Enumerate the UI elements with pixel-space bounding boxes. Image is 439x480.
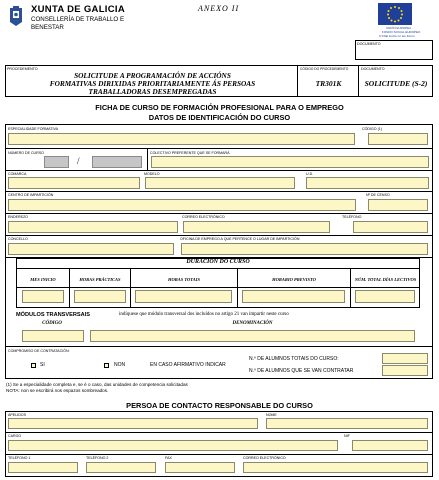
ud-field[interactable] (306, 177, 429, 189)
form-title2: DATOS DE IDENTIFICACIÓN DO CURSO (148, 113, 291, 122)
nif-field[interactable] (352, 440, 428, 451)
phone1-label: TELÉFONO 1 (8, 456, 31, 460)
no-checkbox[interactable] (104, 363, 109, 368)
footnote-1: (1) Se a especialidade completa e, se é o caso, das unidades de competencia solicitadas (6, 382, 188, 387)
yes-checkbox[interactable] (31, 363, 36, 368)
course-number-separator: / (77, 156, 80, 166)
procedure-doc-label: DOCUMENTO (361, 67, 385, 71)
phone-label: TELÉFONO (342, 215, 362, 219)
council-field[interactable] (8, 243, 174, 255)
address-field[interactable] (8, 221, 178, 233)
model-label: MODELO (144, 172, 160, 176)
contact-title: PERSOA DE CONTACTO RESPONSABLE DO CURSO (126, 401, 313, 410)
collective-label: COLECTIVO PREFERENTE QUE SE FORMARÁ (150, 151, 230, 155)
xunta-shield-icon (5, 5, 27, 27)
total-students-field[interactable] (382, 353, 428, 364)
xunta-logo (5, 5, 27, 32)
start-month-field[interactable] (22, 290, 64, 303)
region-label: COMARCA (8, 172, 27, 176)
role-label: CARGO (8, 434, 22, 438)
office-field[interactable] (181, 243, 428, 255)
procedure-title-line3: TRABALLADORAS DESEMPREGADAS (88, 87, 217, 96)
council-label: CONCELLO (8, 237, 28, 241)
procedure-doc-value: SOLICITUDE (S-2) (364, 79, 428, 88)
center-num-label: Nº DE CENSO (366, 193, 390, 197)
col-start-header: MES INICIO (30, 277, 56, 282)
contact-email-label: CORREO ELECTRÓNICO (243, 456, 286, 460)
module-code-header: CÓDIGO (42, 321, 62, 326)
form-title1: FICHA DE CURSO DE FORMACIÓN PROFESIONAL PARA O EMPREGO (95, 103, 344, 112)
specialty-field[interactable] (8, 133, 355, 145)
specialty-label: ESPECIALIDADE FORMATIVA (8, 127, 58, 131)
duration-title: DURACIÓN DO CURSO (186, 259, 250, 265)
annex-title: ANEXO II (198, 4, 240, 13)
commitment-label: COMPROMISO DE CONTRATACIÓN: (8, 349, 70, 353)
course-number-year-field (44, 156, 69, 168)
footnote-note: NOTA: non se escribirá nos espazos sombreados. (6, 388, 109, 393)
dept-line2: BENESTAR (31, 24, 64, 31)
course-number-seq-field (92, 156, 142, 168)
region-field[interactable] (8, 177, 140, 189)
fax-field[interactable] (165, 462, 235, 473)
total-hours-field[interactable] (135, 290, 232, 303)
ud-label: U.D. (306, 172, 314, 176)
days-field[interactable] (355, 290, 415, 303)
email-field[interactable] (183, 221, 330, 233)
hired-students-field[interactable] (382, 365, 428, 376)
procedure-code-label: CÓDIGO DO PROCEDEMENTO (300, 67, 349, 71)
contact-email-field[interactable] (243, 462, 428, 473)
course-number-label: NÚMERO DE CURSO (8, 151, 44, 155)
eu-caption1: UNIÓN EUROPEA (386, 26, 412, 30)
modules-note: indíquese que módulo transversal dos incluídos no artigo 21 van impartir neste curso (119, 312, 289, 317)
office-label: OFICINA DE EMPREGO A QUE PERTENCE O LUGAR DE IMPARTICIÓN (180, 237, 300, 241)
role-field[interactable] (8, 440, 338, 451)
doc-number-label: DOCUMENTO (357, 42, 381, 46)
total-students-label: N.º DE ALUMNOS TOTAIS DO CURSO: (249, 356, 339, 362)
procedure-title-line1: SOLICITUDE A PROGRAMACIÓN DE ACCIÓNS (74, 71, 231, 80)
center-field[interactable] (8, 199, 356, 211)
phone2-field[interactable] (86, 462, 156, 473)
surnames-field[interactable] (8, 418, 258, 429)
fax-label: FAX (165, 456, 172, 460)
eu-flag-icon (378, 3, 412, 25)
model-field[interactable] (145, 177, 295, 189)
name-field[interactable] (266, 418, 428, 429)
eu-caption2: FONDO SOCIAL EUROPEO (382, 30, 421, 34)
col-total-header: HORAS TOTAIS (167, 277, 201, 282)
col-days-header: NÚM. TOTAL DÍAS LECTIVOS (354, 277, 417, 282)
procedure-title-line2: FORMATIVAS DIRIXIDAS PRIORITARIAMENTE ÁS PERSOAS (49, 79, 256, 88)
center-num-field[interactable] (368, 199, 428, 211)
col-schedule-header: HORARIO PREVISTO (272, 277, 316, 282)
collective-field[interactable] (151, 156, 429, 168)
phone-field[interactable] (353, 221, 428, 233)
code-field[interactable] (368, 133, 428, 145)
code-label: CÓDIGO (1) (362, 127, 382, 131)
phone1-field[interactable] (8, 462, 78, 473)
module-name-header: DENOMINACIÓN (232, 321, 273, 326)
modules-label: MÓDULOS TRANSVERSAIS (16, 312, 90, 318)
email-label: CORREO ELECTRÓNICO (182, 215, 225, 219)
col-practical-header: HORAS PRÁCTICAS (79, 277, 121, 282)
eu-caption3: O FSE invirte no teu futuro (379, 34, 415, 38)
name-label: NOME (266, 413, 277, 417)
module-code-field[interactable] (22, 330, 84, 342)
no-label: NON (114, 362, 126, 368)
address-label: ENDEREZO (8, 215, 28, 219)
eu-flag (378, 3, 412, 25)
procedure-code-value: TR301K (315, 79, 342, 88)
org-name: XUNTA DE GALICIA (31, 4, 125, 15)
surnames-label: APELIDOS (8, 413, 26, 417)
nif-label: NIF (344, 434, 350, 438)
procedure-label: PROCEDEMENTO (7, 67, 38, 71)
module-name-field[interactable] (90, 330, 415, 342)
schedule-field[interactable] (242, 290, 345, 303)
dept-line1: CONSELLERÍA DE TRABALLO E (31, 16, 125, 23)
affirmative-label: EN CASO AFIRMATIVO INDICAR (150, 362, 226, 368)
hired-students-label: N.º DE ALUMNOS QUE SE VAN CONTRATAR (249, 368, 354, 374)
yes-label: SI (40, 362, 45, 368)
center-label: CENTRO DE IMPARTICIÓN (8, 193, 54, 197)
phone2-label: TELÉFONO 2 (86, 456, 109, 460)
practical-hours-field[interactable] (74, 290, 126, 303)
